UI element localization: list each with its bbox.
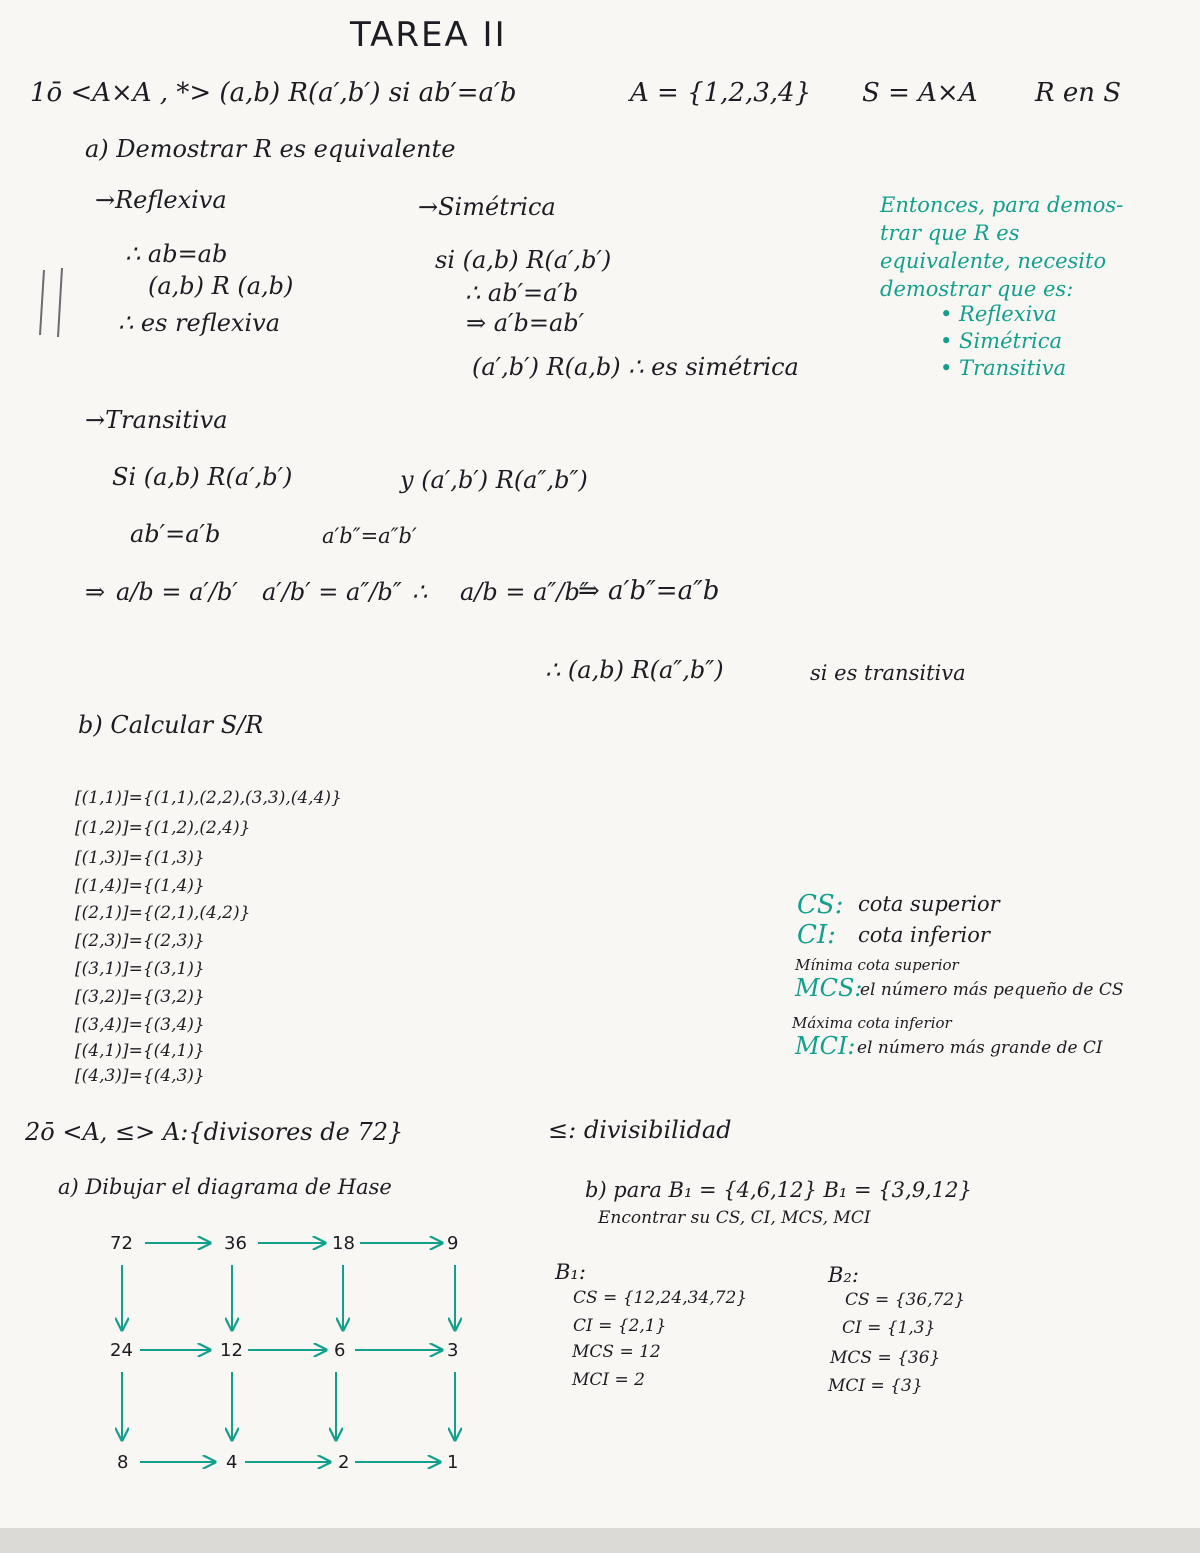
class-2-1: [(2,1)]={(2,1),(4,2)} (75, 903, 251, 923)
therefore-symbol: ∴ (412, 578, 428, 606)
b2-mcs: MCS = {36} (830, 1348, 941, 1368)
hasse-node-9: 9 (447, 1233, 459, 1254)
transitiva-eq-1: ab′=a′b (130, 520, 221, 548)
fraction-equality-3: a/b = a″/b″ (460, 578, 589, 606)
b1-mci: MCI = 2 (572, 1370, 645, 1390)
class-1-4: [(1,4)]={(1,4)} (75, 876, 205, 896)
simetrica-line-3: ⇒ a′b=ab′ (466, 309, 585, 337)
legend-cs-label: CS: (797, 890, 844, 920)
fraction-equality-2: a′/b′ = a″/b″ (262, 578, 402, 606)
transitiva-hypothesis-2: y (a′,b′) R(a″,b″) (400, 466, 588, 494)
relation-domain: R en S (1035, 78, 1122, 108)
transitiva-heading: →Transitiva (85, 406, 228, 434)
implies-symbol: ⇒ (85, 578, 106, 606)
transitiva-hypothesis-1: Si (a,b) R(a′,b′) (112, 463, 293, 491)
part-b2-line-2: Encontrar su CS, CI, MCS, MCI (598, 1208, 871, 1228)
class-4-3: [(4,3)]={(4,3)} (75, 1066, 205, 1086)
transitiva-derived-eq: ⇒ a′b″=a″b (578, 576, 720, 606)
hasse-node-18: 18 (332, 1233, 355, 1254)
note-bullet-simetrica: • Simétrica (940, 329, 1062, 353)
problem-2-statement: 2ō <A, ≤> A:{divisores de 72} (25, 1118, 404, 1146)
hasse-node-3: 3 (447, 1340, 459, 1361)
b2-ci: CI = {1,3} (842, 1318, 936, 1338)
b1-mcs: MCS = 12 (572, 1342, 661, 1362)
hasse-node-24: 24 (110, 1340, 133, 1361)
class-3-4: [(3,4)]={(3,4)} (75, 1015, 205, 1035)
problem-1-statement: 1ō <A×A , *> (a,b) R(a′,b′) si ab′=a′b (30, 78, 517, 108)
hasse-node-72: 72 (110, 1233, 133, 1254)
legend-mci-name: Máxima cota inferior (792, 1014, 952, 1032)
b2-mci: MCI = {3} (828, 1376, 923, 1396)
class-2-3: [(2,3)]={(2,3)} (75, 931, 205, 951)
class-1-2: [(1,2)]={(1,2),(2,4)} (75, 818, 251, 838)
hasse-node-6: 6 (334, 1340, 346, 1361)
class-4-1: [(4,1)]={(4,1)} (75, 1041, 205, 1061)
legend-mcs-text: el número más pequeño de CS (860, 980, 1124, 1000)
hasse-node-8: 8 (117, 1452, 129, 1473)
page-title: TAREA II (350, 15, 507, 55)
class-3-2: [(3,2)]={(3,2)} (75, 987, 205, 1007)
legend-mci-label: MCI: (795, 1032, 856, 1060)
class-3-1: [(3,1)]={(3,1)} (75, 959, 205, 979)
part-b2-line-1: b) para B₁ = {4,6,12} B₁ = {3,9,12} (585, 1178, 972, 1202)
hasse-node-12: 12 (220, 1340, 243, 1361)
legend-ci-text: cota inferior (858, 923, 990, 947)
hasse-heading: a) Dibujar el diagrama de Hase (58, 1175, 392, 1199)
simetrica-conclusion: (a′,b′) R(a,b) ∴ es simétrica (472, 353, 799, 381)
legend-ci-label: CI: (797, 920, 836, 950)
set-s: S = A×A (862, 78, 978, 108)
reflexiva-line-1: ∴ ab=ab (125, 240, 228, 268)
b2-name: B₂: (828, 1263, 859, 1287)
part-a-heading: a) Demostrar R es equivalente (85, 135, 456, 163)
order-relation: ≤: divisibilidad (548, 1116, 732, 1144)
legend-mcs-label: MCS: (795, 974, 863, 1002)
transitiva-final: ∴ (a,b) R(a″,b″) (545, 656, 724, 684)
legend-mcs-name: Mínima cota superior (795, 956, 959, 974)
simetrica-line-2: ∴ ab′=a′b (465, 279, 579, 307)
hasse-node-1: 1 (447, 1452, 459, 1473)
reflexiva-line-2: (a,b) R (a,b) (148, 272, 294, 300)
hasse-node-36: 36 (224, 1233, 247, 1254)
set-a: A = {1,2,3,4} (630, 78, 812, 108)
fraction-equality-1: a/b = a′/b′ (116, 578, 238, 606)
reflexiva-conclusion: ∴ es reflexiva (118, 309, 281, 337)
simetrica-line-1: si (a,b) R(a′,b′) (435, 246, 612, 274)
note-bullet-transitiva: • Transitiva (940, 356, 1067, 380)
hasse-node-2: 2 (338, 1452, 350, 1473)
legend-cs-text: cota superior (858, 892, 1000, 916)
class-1-3: [(1,3)]={(1,3)} (75, 848, 205, 868)
note-line-4: demostrar que es: (880, 277, 1074, 301)
note-bullet-reflexiva: • Reflexiva (940, 302, 1057, 326)
page-edge (0, 1528, 1200, 1553)
b1-cs: CS = {12,24,34,72} (573, 1288, 748, 1308)
hasse-node-4: 4 (226, 1452, 238, 1473)
transitiva-eq-2: a′b″=a″b′ (322, 524, 417, 548)
note-line-3: equivalente, necesito (880, 249, 1107, 273)
reflexiva-heading: →Reflexiva (95, 186, 227, 214)
part-b-heading: b) Calcular S/R (78, 711, 264, 739)
class-1-1: [(1,1)]={(1,1),(2,2),(3,3),(4,4)} (75, 788, 342, 808)
legend-mci-text: el número más grande de CI (857, 1038, 1103, 1058)
note-line-1: Entonces, para demos- (880, 193, 1124, 217)
b1-ci: CI = {2,1} (573, 1316, 667, 1336)
simetrica-heading: →Simétrica (418, 193, 556, 221)
b1-name: B₁: (555, 1260, 586, 1284)
b2-cs: CS = {36,72} (845, 1290, 966, 1310)
transitiva-final-note: si es transitiva (810, 661, 966, 685)
note-line-2: trar que R es (880, 221, 1020, 245)
